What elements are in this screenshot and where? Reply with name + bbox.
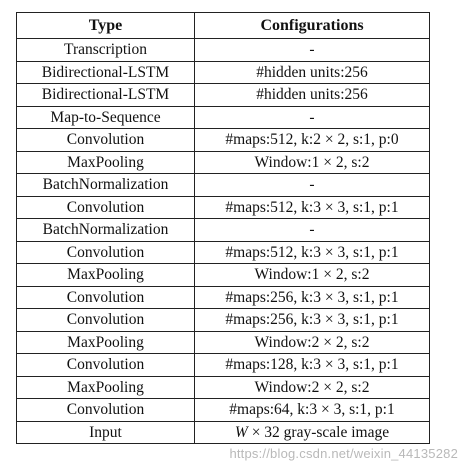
network-configuration-table [16,12,430,444]
cell-type: Bidirectional-LSTM [17,61,195,84]
cell-config: Window:1 × 2, s:2 [195,151,430,174]
cell-config: #maps:256, k:3 × 3, s:1, p:1 [195,309,430,332]
cell-type: BatchNormalization [17,219,195,242]
watermark-url: https://blog.csdn.net/weixin_44135282 [229,446,458,461]
cell-type: MaxPooling [17,151,195,174]
cell-config: #maps:512, k:3 × 3, s:1, p:1 [195,241,430,264]
cell-config: #maps:512, k:2 × 2, s:1, p:0 [195,129,430,152]
cell-type: MaxPooling [17,264,195,287]
cell-config: Window:2 × 2, s:2 [195,376,430,399]
cell-config: #maps:512, k:3 × 3, s:1, p:1 [195,196,430,219]
cell-type: Convolution [17,286,195,309]
cell-type: Convolution [17,399,195,422]
cell-config: - [195,106,430,129]
cell-type: Bidirectional-LSTM [17,84,195,107]
table-row [17,331,430,354]
cell-config: #maps:128, k:3 × 3, s:1, p:1 [195,354,430,377]
table-body [17,39,430,444]
table-row [17,286,430,309]
table-row [17,399,430,422]
cell-type: MaxPooling [17,376,195,399]
table-row [17,129,430,152]
cell-type: Convolution [17,354,195,377]
table-row [17,264,430,287]
table-row [17,39,430,62]
table-row [17,106,430,129]
cell-config: #maps:64, k:3 × 3, s:1, p:1 [195,399,430,422]
table-row [17,241,430,264]
cell-config: Window:1 × 2, s:2 [195,264,430,287]
math-variable-w: W [234,423,248,441]
table-row [17,151,430,174]
table-row [17,376,430,399]
cell-config: - [195,219,430,242]
cell-config: - [195,39,430,62]
table-row [17,309,430,332]
input-config-text: × 32 gray-scale image [247,423,390,441]
table-row [17,219,430,242]
table-row [17,61,430,84]
table-row [17,354,430,377]
cell-type: Convolution [17,129,195,152]
cell-type: Transcription [17,39,195,62]
cell-type: MaxPooling [17,331,195,354]
cell-type: Convolution [17,241,195,264]
cell-config: #maps:256, k:3 × 3, s:1, p:1 [195,286,430,309]
cell-type: Convolution [17,196,195,219]
header-configurations: Configurations [195,13,430,39]
cell-type: Convolution [17,309,195,332]
cell-type: Input [17,421,195,444]
cell-type: BatchNormalization [17,174,195,197]
table-row [17,84,430,107]
cell-config: Window:2 × 2, s:2 [195,331,430,354]
table-header [17,13,430,39]
header-row [17,13,430,39]
cell-config [195,421,430,444]
cell-config: #hidden units:256 [195,84,430,107]
header-type: Type [17,13,195,39]
cell-config: - [195,174,430,197]
cell-config: #hidden units:256 [195,61,430,84]
table-row [17,196,430,219]
cell-type: Map-to-Sequence [17,106,195,129]
table-row [17,421,430,444]
table-row [17,174,430,197]
